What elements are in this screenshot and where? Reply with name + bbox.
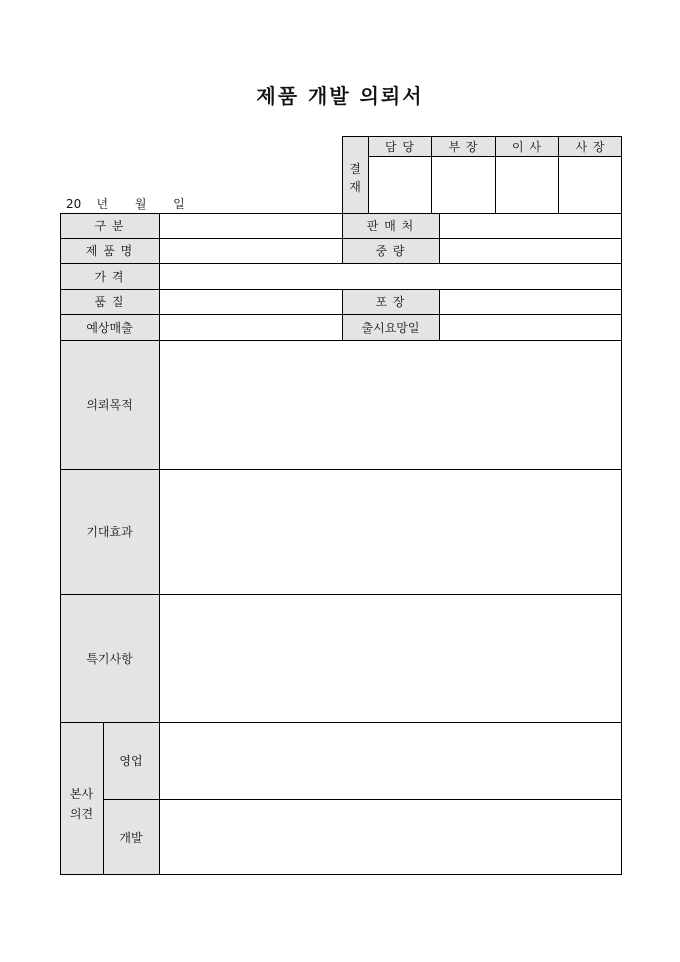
- approval-sign-executive[interactable]: [495, 156, 558, 214]
- field-effect[interactable]: [159, 469, 622, 594]
- field-development-opinion[interactable]: [159, 799, 622, 875]
- label-quality: 품 질: [60, 289, 159, 314]
- field-notes[interactable]: [159, 594, 622, 722]
- approval-sign-manager[interactable]: [368, 156, 431, 214]
- approval-side-label-2: 재: [349, 180, 361, 194]
- label-hq-opinion: [60, 722, 103, 875]
- approval-box: [342, 136, 622, 214]
- label-hq-opinion-1: 본사: [69, 787, 94, 801]
- field-packaging[interactable]: [439, 289, 622, 314]
- approval-header-executive: 이 사: [495, 136, 558, 156]
- approval-side-label-1: 결: [349, 162, 361, 176]
- label-notes: 특기사항: [60, 594, 159, 722]
- document-title: 제품 개발 의뢰서: [256, 84, 424, 108]
- label-expected-sales: 예상매출: [60, 314, 159, 340]
- date-line: 20 년 월 일: [66, 197, 185, 211]
- label-development: 개발: [103, 799, 159, 875]
- approval-header-president: 사 장: [558, 136, 622, 156]
- field-weight[interactable]: [439, 238, 622, 263]
- label-category: 구 분: [60, 213, 159, 238]
- field-vendor[interactable]: [439, 213, 622, 238]
- approval-side-label: [342, 136, 368, 214]
- label-packaging: 포 장: [342, 289, 439, 314]
- field-category[interactable]: [159, 213, 342, 238]
- label-hq-opinion-2: 의견: [69, 807, 94, 821]
- product-request-form: [60, 213, 622, 875]
- field-product-name[interactable]: [159, 238, 342, 263]
- approval-header-director: 부 장: [431, 136, 495, 156]
- label-sales: 영업: [103, 722, 159, 799]
- label-price: 가 격: [60, 263, 159, 289]
- label-release-date: 출시요망일: [342, 314, 439, 340]
- label-purpose: 의뢰목적: [60, 340, 159, 469]
- label-vendor: 판 매 처: [342, 213, 439, 238]
- field-price[interactable]: [159, 263, 622, 289]
- field-quality[interactable]: [159, 289, 342, 314]
- label-effect: 기대효과: [60, 469, 159, 594]
- approval-header-manager: 담 당: [368, 136, 431, 156]
- field-expected-sales[interactable]: [159, 314, 342, 340]
- field-purpose[interactable]: [159, 340, 622, 469]
- field-sales-opinion[interactable]: [159, 722, 622, 799]
- field-release-date[interactable]: [439, 314, 622, 340]
- approval-sign-president[interactable]: [558, 156, 622, 214]
- label-weight: 중 량: [342, 238, 439, 263]
- label-product-name: 제 품 명: [60, 238, 159, 263]
- approval-sign-director[interactable]: [431, 156, 495, 214]
